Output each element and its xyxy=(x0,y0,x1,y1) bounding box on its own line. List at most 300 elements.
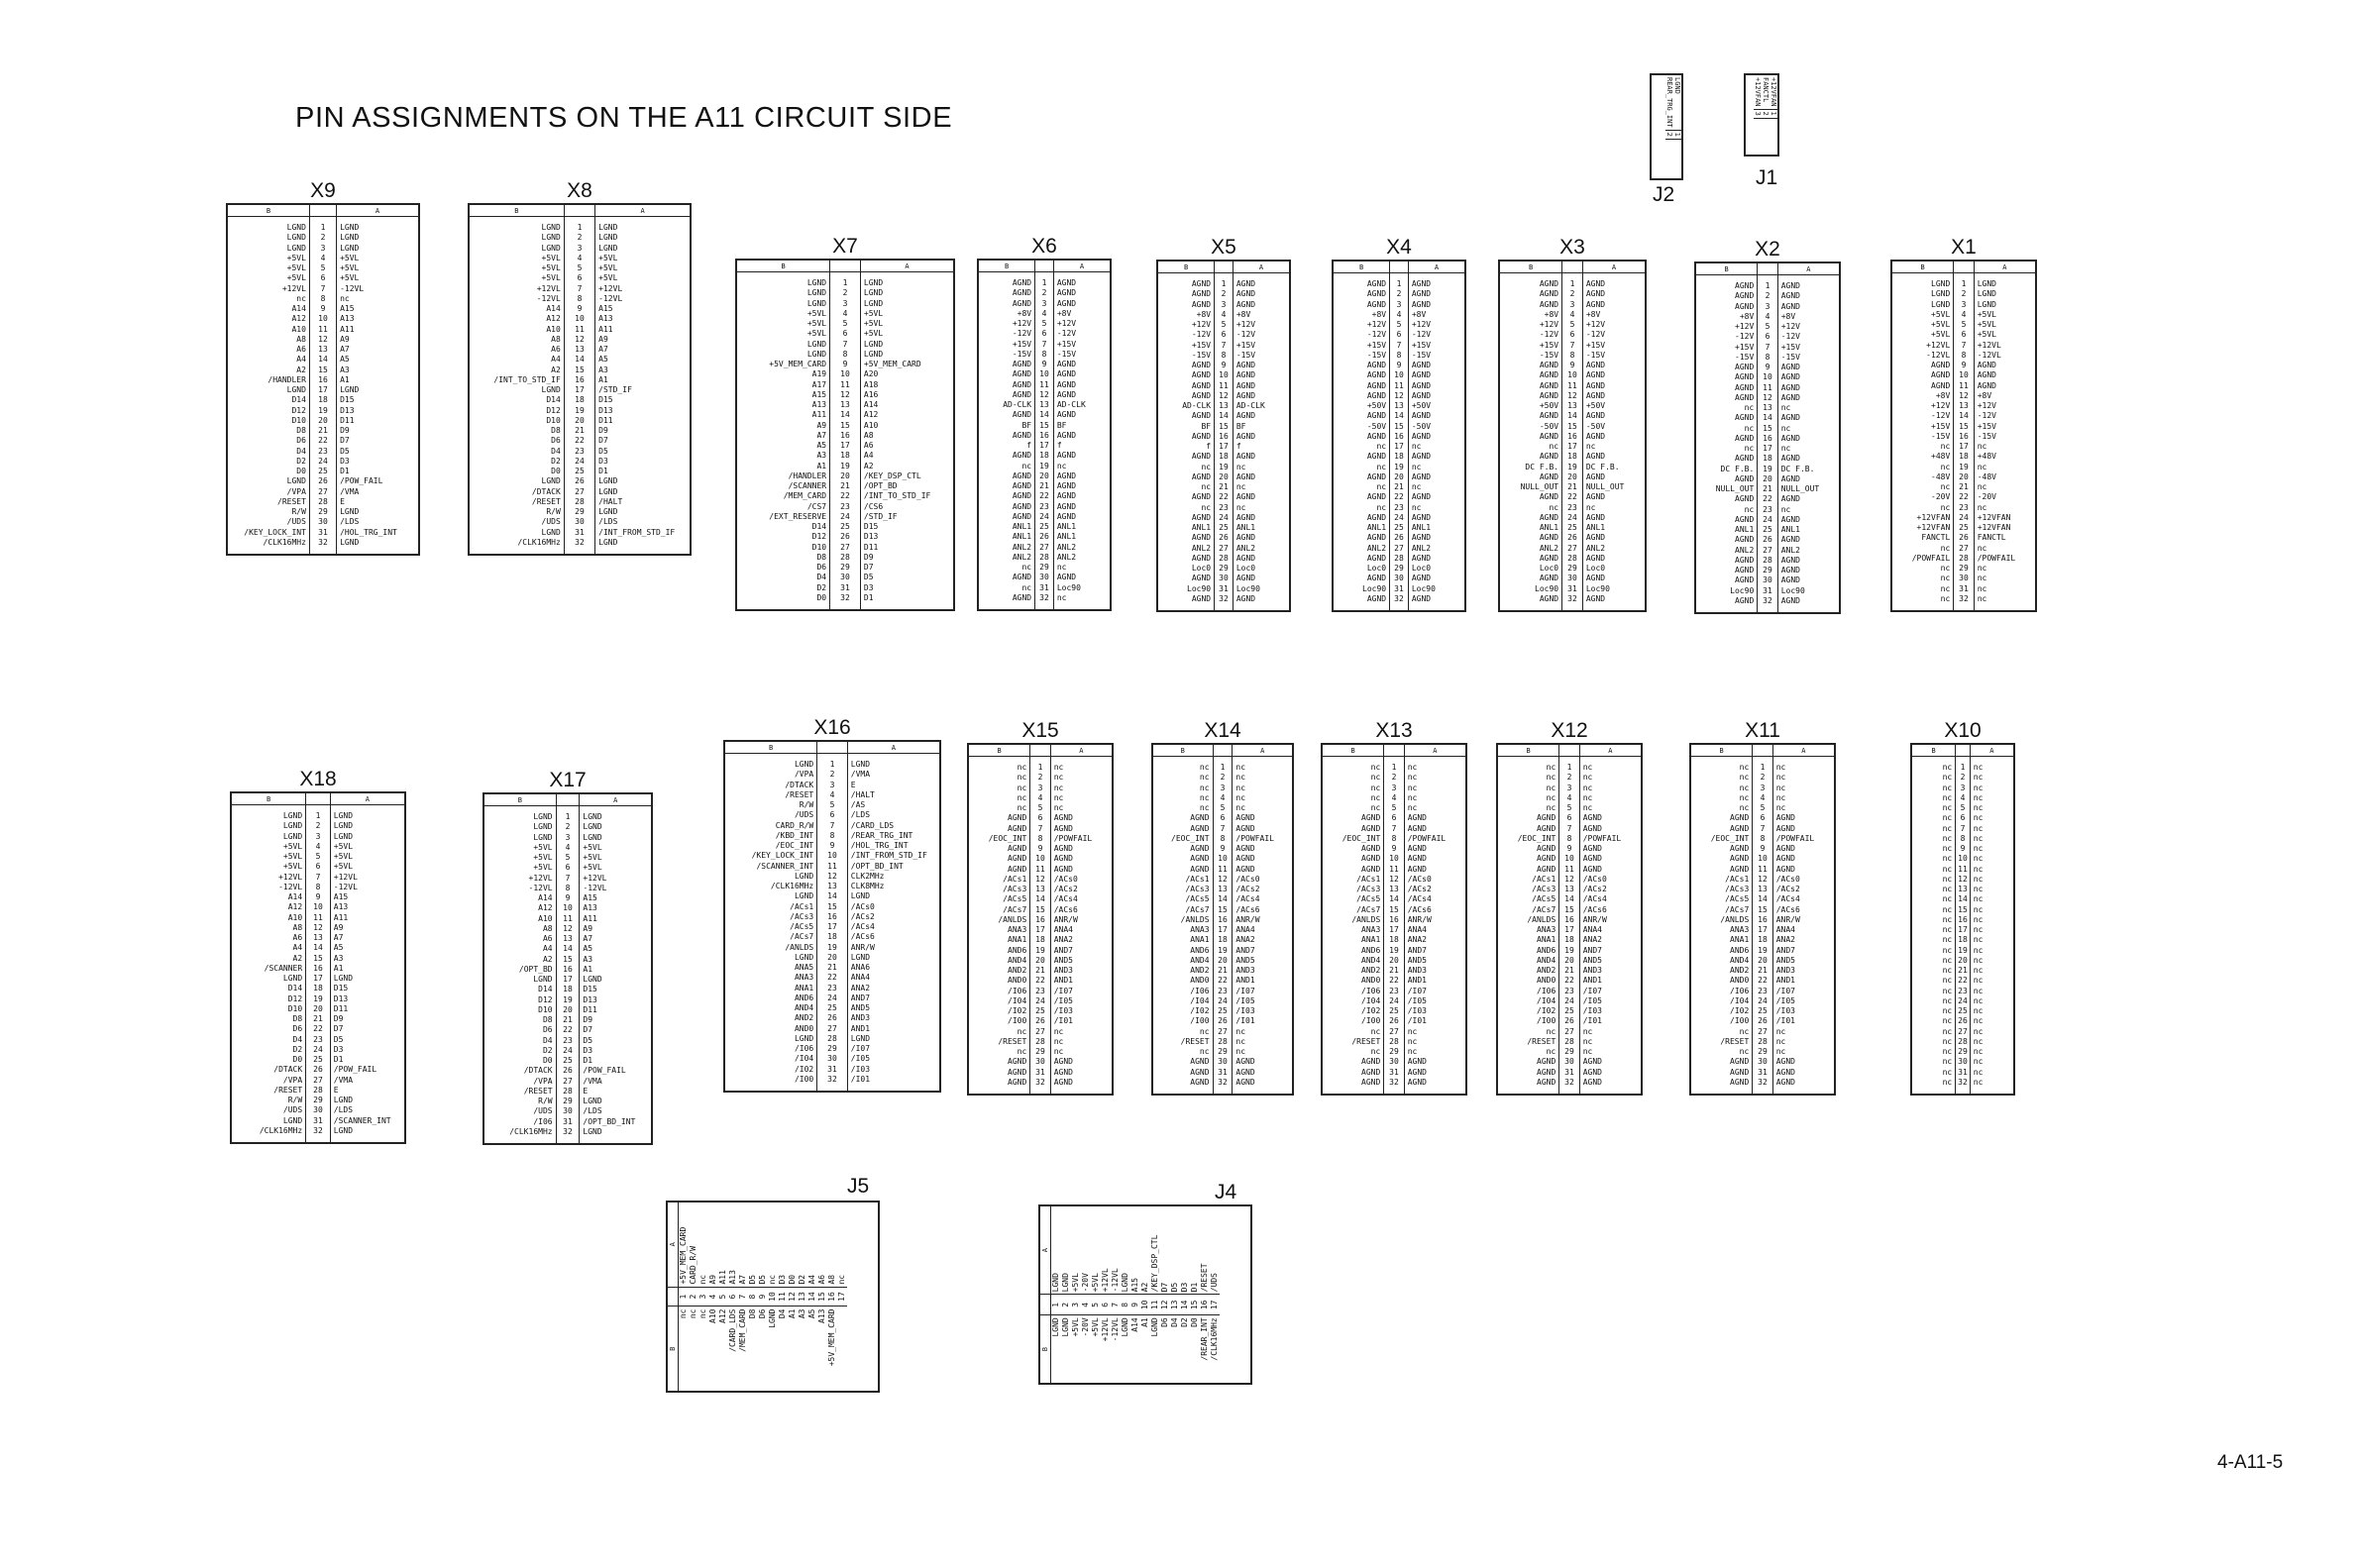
pin-row xyxy=(1497,935,1642,945)
signal-b: AGND xyxy=(1735,454,1755,464)
pin-number: 15 xyxy=(1753,905,1772,915)
pin-row xyxy=(469,294,691,304)
signal-a: /ACs0 xyxy=(1582,874,1607,884)
pin-row xyxy=(1497,905,1642,915)
pin-number: 10 xyxy=(1956,854,1971,864)
signal-b: /ACs7 xyxy=(1185,904,1210,914)
pin-row xyxy=(1911,784,2014,793)
signal-a: -15V xyxy=(1056,349,1077,359)
signal-b: D6 xyxy=(758,1308,767,1319)
signal-b: +12VL xyxy=(536,283,561,293)
signal-a: A13 xyxy=(333,902,349,912)
signal-b: A12 xyxy=(291,314,306,324)
signal-b: -12VL xyxy=(528,883,553,892)
signal-b: AND4 xyxy=(1361,955,1381,965)
pin-row xyxy=(231,1004,405,1014)
signal-a: AGND xyxy=(1411,390,1432,400)
pin-number: 7 xyxy=(564,284,594,294)
column-b-header: B xyxy=(1040,1315,1051,1383)
pin-row xyxy=(231,883,405,892)
pin-number: 28 xyxy=(1559,1037,1579,1047)
pin-number: 5 xyxy=(309,263,336,273)
pin-row xyxy=(1322,813,1466,823)
pin-number: 30 xyxy=(1035,573,1054,582)
pin-number: 1 xyxy=(309,223,336,233)
pin-number: 20 xyxy=(1384,956,1404,966)
signal-a: nc xyxy=(1977,593,1987,603)
pin-number: 8 xyxy=(306,883,331,892)
signal-b: nc xyxy=(1199,763,1210,772)
pin-number: 11 xyxy=(1215,381,1234,391)
pin-row xyxy=(1152,925,1293,935)
pin-number: 10 xyxy=(1140,1295,1150,1315)
pin-number: 2 xyxy=(689,1287,698,1307)
pin-number: 29 xyxy=(1384,1047,1404,1057)
signal-a: AGND xyxy=(1411,411,1432,421)
signal-b: nc xyxy=(1942,894,1953,904)
pin-number: 6 xyxy=(1213,813,1233,823)
pin-number: 4 xyxy=(1562,310,1583,320)
pin-number: 20 xyxy=(309,416,336,426)
pin-number: 6 xyxy=(1954,330,1974,340)
connector-x12 xyxy=(1496,719,1643,1096)
pin-row xyxy=(1152,834,1293,844)
signal-b: AGND xyxy=(1931,370,1951,380)
signal-a: ANL2 xyxy=(1585,543,1606,553)
signal-b: AGND xyxy=(1191,574,1212,583)
pin-number: 25 xyxy=(1562,523,1583,533)
pin-row xyxy=(1499,584,1646,594)
pin-number: 18 xyxy=(1954,452,1974,462)
pin-number: 30 xyxy=(1562,574,1583,583)
connector-name: X11 xyxy=(1745,719,1780,742)
signal-a: +8V xyxy=(1780,311,1796,321)
pin-row xyxy=(1152,1037,1293,1047)
signal-b: nc xyxy=(1942,1077,1953,1087)
pin-row xyxy=(1497,966,1642,976)
pin-row xyxy=(469,416,691,426)
signal-b: AGND xyxy=(1366,553,1387,563)
signal-b: AGND xyxy=(1735,291,1755,301)
signal-a: AGND xyxy=(1585,370,1606,380)
pin-row xyxy=(1499,391,1646,401)
signal-b: /VPA xyxy=(533,1076,553,1086)
pin-row xyxy=(483,975,652,985)
signal-b: /ACs3 xyxy=(1185,885,1210,893)
pin-row xyxy=(1891,463,2036,472)
pin-row xyxy=(1322,905,1466,915)
pin-row xyxy=(227,223,419,233)
pin-row xyxy=(1333,432,1465,442)
signal-b: /I02 xyxy=(1537,1006,1556,1015)
pin-row xyxy=(1322,894,1466,904)
signal-b: nc xyxy=(1942,813,1953,823)
signal-a: +5VL xyxy=(340,273,360,283)
signal-a: nc xyxy=(1775,803,1786,812)
signal-a: +5V_MEM_CARD xyxy=(863,360,921,368)
pin-number: 6 xyxy=(1101,1295,1111,1315)
pin-row xyxy=(483,1087,652,1097)
pin-number: 20 xyxy=(1215,472,1234,482)
pin-number: 22 xyxy=(1758,494,1777,504)
pin-number: 14 xyxy=(1562,411,1583,421)
pin-number: 6 xyxy=(1753,813,1772,823)
signal-a: nc xyxy=(1585,442,1596,451)
signal-b: /MEM_CARD xyxy=(783,491,827,501)
pin-row xyxy=(483,822,652,832)
signal-b: -12VL xyxy=(1926,350,1951,360)
pin-row xyxy=(978,573,1111,582)
signal-b: /I00 xyxy=(1361,1016,1381,1026)
signal-b: AGND xyxy=(1191,370,1212,380)
signal-b: LGND xyxy=(286,243,306,253)
pin-number: 18 xyxy=(1753,935,1772,945)
pin-row xyxy=(724,882,940,891)
signal-b: AGND xyxy=(1539,411,1559,421)
pin-row xyxy=(1911,875,2014,885)
signal-a: nc xyxy=(1056,592,1067,602)
signal-a: AGND xyxy=(1582,823,1602,833)
signal-b: LGND xyxy=(806,288,827,298)
signal-a: ANL2 xyxy=(1056,542,1077,552)
signal-a: /ACs4 xyxy=(1775,894,1800,904)
signal-a: AND3 xyxy=(850,1013,871,1023)
pin-row xyxy=(1497,894,1642,904)
signal-b: /POWFAIL xyxy=(1911,553,1951,563)
pin-row xyxy=(1911,996,2014,1006)
pin-number: 17 xyxy=(1213,925,1233,935)
pin-number: 8 xyxy=(817,831,848,841)
pin-row xyxy=(469,436,691,446)
signal-b: /I04 xyxy=(1190,995,1210,1005)
signal-a: AGND xyxy=(1775,823,1795,833)
signal-a: A11 xyxy=(583,913,597,923)
pin-row xyxy=(1690,1057,1835,1067)
pin-number: 13 xyxy=(1213,885,1233,894)
pin-table xyxy=(1694,261,1841,614)
pin-row xyxy=(1152,966,1293,976)
signal-a: LGND xyxy=(583,975,602,984)
pin-row xyxy=(968,1027,1113,1037)
signal-a: AGND xyxy=(1775,864,1795,874)
signal-a: A15 xyxy=(1130,1277,1139,1293)
signal-b: AGND xyxy=(1735,595,1755,605)
pin-row xyxy=(1091,1206,1101,1383)
pin-number: 16 xyxy=(827,1287,837,1307)
pin-number: 19 xyxy=(1213,946,1233,956)
signal-a: LGND xyxy=(850,952,871,962)
pin-row xyxy=(1497,1027,1642,1037)
pin-number: 1 xyxy=(1051,1295,1062,1315)
signal-b: AGND xyxy=(1191,593,1212,603)
signal-a: A1 xyxy=(340,374,350,384)
pin-number: 4 xyxy=(1390,310,1409,320)
signal-a: LGND xyxy=(598,507,618,516)
pin-number: 6 xyxy=(1215,330,1234,340)
pin-number: 16 xyxy=(1559,915,1579,925)
pin-row xyxy=(483,995,652,1005)
pin-row xyxy=(1911,976,2014,986)
signal-a: AGND xyxy=(1582,1077,1602,1087)
pin-row xyxy=(1322,865,1466,875)
signal-b: AGND xyxy=(1191,512,1212,522)
pin-number: 15 xyxy=(830,421,861,431)
pin-column-header xyxy=(1040,1295,1051,1315)
signal-a: nc xyxy=(1235,1026,1246,1036)
signal-a: AGND xyxy=(1411,431,1432,441)
signal-a: nc xyxy=(1973,783,1984,792)
signal-a: nc xyxy=(1973,976,1984,986)
pin-row xyxy=(1333,401,1465,411)
pin-row xyxy=(1695,586,1840,596)
pin-number: 26 xyxy=(306,1065,331,1075)
signal-a: /POWFAIL xyxy=(1407,833,1447,843)
pin-number: 12 xyxy=(1030,875,1050,885)
connector-x18 xyxy=(230,768,406,1144)
pin-number: 24 xyxy=(1215,513,1234,523)
signal-a: D13 xyxy=(863,532,879,542)
pin-row xyxy=(1911,885,2014,894)
pin-row xyxy=(1690,784,1835,793)
pin-row xyxy=(483,1117,652,1127)
signal-a: AGND xyxy=(1585,553,1606,563)
pin-row xyxy=(724,800,940,810)
signal-b: -15V xyxy=(1931,431,1951,441)
pin-row xyxy=(469,457,691,467)
signal-a: nc xyxy=(1973,904,1984,914)
signal-b: -12V xyxy=(1931,411,1951,421)
signal-b: AGND xyxy=(1366,289,1387,299)
signal-a: AGND xyxy=(1235,361,1256,369)
signal-b: +15V xyxy=(1735,342,1755,352)
pin-number: 4 xyxy=(306,842,331,852)
signal-b: /CLK16MHz xyxy=(259,1125,303,1135)
pin-number: 22 xyxy=(1956,976,1971,986)
signal-b: AGND xyxy=(1539,512,1559,522)
signal-b: A4 xyxy=(542,944,553,954)
pin-number: 1 xyxy=(1390,279,1409,289)
signal-a: ANL2 xyxy=(1780,545,1800,555)
signal-a: AND7 xyxy=(850,993,871,1002)
pin-number: 15 xyxy=(1215,422,1234,432)
pin-row xyxy=(978,410,1111,420)
connector-x1 xyxy=(1890,236,2037,612)
signal-b: nc xyxy=(1942,935,1953,945)
pin-number: 3 xyxy=(1956,784,1971,793)
signal-b: AND2 xyxy=(1190,966,1210,975)
pin-row xyxy=(968,894,1113,904)
pin-row xyxy=(978,288,1111,298)
pin-row xyxy=(1499,482,1646,492)
pin-number: 16 xyxy=(1030,915,1050,925)
signal-a: nc xyxy=(1235,462,1246,471)
signal-a: AND3 xyxy=(1053,966,1073,975)
pin-row xyxy=(1911,935,2014,945)
signal-a: ANA2 xyxy=(1407,935,1427,945)
signal-b: nc xyxy=(1942,823,1953,833)
pin-row xyxy=(227,538,419,548)
pin-row xyxy=(469,233,691,243)
pin-row xyxy=(231,892,405,902)
pin-number: 27 xyxy=(309,487,336,497)
signal-b: D2 xyxy=(296,456,306,466)
signal-a: D7 xyxy=(340,436,350,446)
pin-row xyxy=(736,319,954,329)
signal-b: AGND xyxy=(1366,492,1387,502)
signal-a: LGND xyxy=(583,1097,602,1105)
signal-a: AGND xyxy=(1056,288,1077,298)
signal-b: ANL2 xyxy=(1366,543,1387,553)
pin-number: 9 xyxy=(1130,1295,1140,1315)
signal-b: ANA3 xyxy=(1537,925,1556,934)
pin-row xyxy=(736,380,954,390)
signal-b: nc xyxy=(1942,1047,1953,1056)
pin-number: 6 xyxy=(1384,813,1404,823)
signal-b: /DTACK xyxy=(523,1066,553,1076)
signal-a: /INT_FROM_STD_IF xyxy=(598,527,676,537)
pin-number: 2 xyxy=(1035,288,1054,298)
signal-b: /DTACK xyxy=(531,486,561,496)
pin-row xyxy=(1152,1047,1293,1057)
signal-b: D6 xyxy=(816,563,827,572)
signal-b: nc xyxy=(698,1308,707,1319)
signal-a: A3 xyxy=(583,954,593,964)
pin-table xyxy=(977,259,1112,611)
pin-number: 6 xyxy=(309,273,336,283)
signal-a: /LDS xyxy=(598,517,618,527)
pin-number: 12 xyxy=(1758,393,1777,403)
header-row xyxy=(1497,744,1642,757)
signal-b: -15V xyxy=(1735,352,1755,362)
pin-row xyxy=(738,1202,748,1391)
signal-b: nc xyxy=(1739,803,1750,812)
column-b-header: B xyxy=(227,204,309,217)
signal-a: AND3 xyxy=(1235,966,1255,975)
header-row xyxy=(968,744,1113,757)
signal-b: AGND xyxy=(1735,372,1755,382)
pin-row xyxy=(1695,312,1840,322)
signal-b: ANA1 xyxy=(1730,935,1750,945)
signal-b: /DTACK xyxy=(273,1065,303,1075)
pin-row xyxy=(1911,894,2014,904)
pin-row xyxy=(1911,915,2014,925)
signal-b: LGND xyxy=(282,831,303,841)
pin-row xyxy=(483,1127,652,1137)
signal-a: /I03 xyxy=(850,1064,871,1074)
pin-row xyxy=(1333,310,1465,320)
pin-row xyxy=(1333,289,1465,299)
signal-a: AGND xyxy=(1977,380,1996,390)
signal-b: /RESET xyxy=(1180,1036,1210,1046)
pin-row xyxy=(978,299,1111,309)
pin-number: 20 xyxy=(1030,956,1050,966)
pin-row xyxy=(1322,844,1466,854)
pin-row xyxy=(469,528,691,538)
signal-b: nc xyxy=(679,1308,688,1319)
signal-b: +5VL xyxy=(1931,320,1951,329)
signal-b: AGND xyxy=(1735,281,1755,290)
signal-b: nc xyxy=(1199,773,1210,783)
column-b-header: B xyxy=(483,793,556,806)
signal-b: AGND xyxy=(1361,854,1381,864)
signal-b: /EOC_INT xyxy=(775,841,814,850)
signal-b: ANL2 xyxy=(1012,552,1032,562)
signal-a: BF xyxy=(1056,420,1067,430)
signal-a: AGND xyxy=(1053,1067,1073,1077)
pin-number: 17 xyxy=(556,975,580,985)
signal-a: ANR/W xyxy=(1235,914,1260,924)
pin-row xyxy=(1690,956,1835,966)
signal-a: AGND xyxy=(1585,361,1606,369)
pin-row xyxy=(1152,854,1293,864)
column-a-header: A xyxy=(1404,744,1466,757)
pin-number: 31 xyxy=(1753,1068,1772,1078)
signal-a: A3 xyxy=(598,365,608,374)
signal-b: /I04 xyxy=(794,1054,814,1064)
pin-row xyxy=(968,885,1113,894)
signal-a: +15V xyxy=(1411,340,1432,350)
signal-b: -15V xyxy=(1539,350,1559,360)
pin-row xyxy=(1322,793,1466,803)
pin-number: 28 xyxy=(830,553,861,563)
pin-row xyxy=(231,933,405,943)
pin-row xyxy=(1499,594,1646,604)
pin-number: 16 xyxy=(1956,915,1971,925)
pin-row xyxy=(1322,935,1466,945)
pin-row xyxy=(1333,544,1465,554)
signal-b: -12V xyxy=(1366,330,1387,340)
pin-number: 2 xyxy=(309,233,336,243)
signal-a: AGND xyxy=(1235,1067,1255,1077)
signal-a: D2 xyxy=(798,1274,806,1285)
pin-number: 31 xyxy=(830,583,861,593)
pin-row xyxy=(1071,1206,1081,1383)
pin-number: 12 xyxy=(1215,391,1234,401)
pin-number: 17 xyxy=(1956,925,1971,935)
signal-a: AGND xyxy=(1411,553,1432,563)
signal-a: A15 xyxy=(583,893,597,902)
signal-a: BF xyxy=(1235,421,1246,431)
pin-number: 24 xyxy=(1035,512,1054,522)
signal-b: /CLK16MHz xyxy=(517,537,561,547)
signal-b: /ACs5 xyxy=(1185,894,1210,904)
signal-a: +12V xyxy=(1235,320,1256,329)
signal-a: LGND xyxy=(598,233,618,243)
pin-number: 17 xyxy=(1035,441,1054,451)
signal-b: LGND xyxy=(533,812,553,821)
signal-a: Loc90 xyxy=(1056,582,1081,592)
pin-number: 32 xyxy=(1954,594,1974,604)
signal-b: /HANDLER xyxy=(788,470,827,480)
header-row xyxy=(978,260,1111,272)
signal-b: A12 xyxy=(718,1308,727,1323)
pin-number: 17 xyxy=(1562,442,1583,452)
signal-a: /LDS xyxy=(340,517,360,527)
signal-a: nc xyxy=(1973,803,1984,812)
pin-column-header xyxy=(1559,744,1579,757)
pin-number: 16 xyxy=(1390,432,1409,442)
pin-number: 12 xyxy=(830,390,861,400)
pin-number: 12 xyxy=(817,872,848,882)
pin-number: 23 xyxy=(309,447,336,457)
connector-x16 xyxy=(723,716,941,1093)
pin-number: 19 xyxy=(1215,463,1234,472)
signal-a: /VMA xyxy=(333,1075,354,1085)
pin-number: 30 xyxy=(1390,574,1409,583)
pin-number: 11 xyxy=(1956,865,1971,875)
signal-a: nc xyxy=(837,1274,846,1285)
pin-number: 26 xyxy=(1758,535,1777,545)
